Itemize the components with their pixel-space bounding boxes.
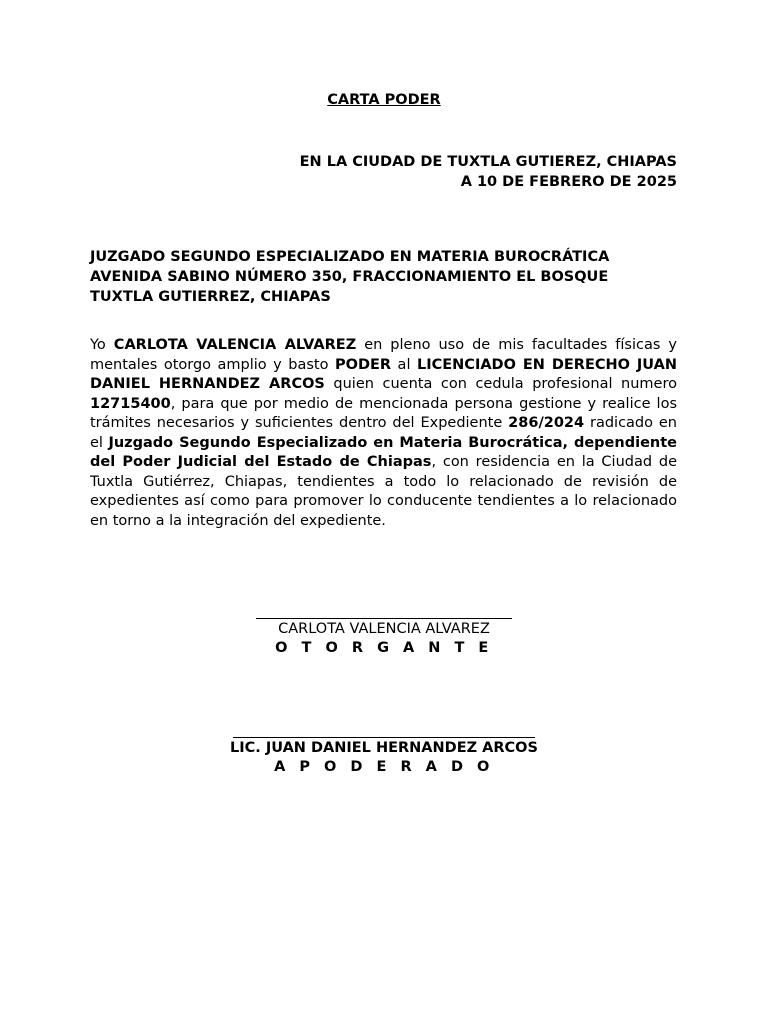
body-text-4: quien cuenta con cedula profesional numero (324, 376, 677, 392)
license-number: 12715400 (90, 395, 171, 412)
power-term: PODER (334, 356, 392, 373)
body-paragraph (90, 336, 677, 531)
grantor-name-inline: CARLOTA VALENCIA ALVAREZ (113, 337, 357, 353)
date-line: A 10 DE FEBRERO DE 2025 (460, 174, 677, 190)
attorney-name: LIC. JUAN DANIEL HERNANDEZ ARCOS (230, 740, 538, 756)
attorney-signature-line (233, 737, 535, 738)
attorney-signature-block (0, 737, 768, 777)
court-name-inline: Juzgado Segundo Especializado en Materia Burocrática, dependiente del Poder Judicial del Estado de Chiapas (90, 434, 677, 470)
body-text-2: en pleno uso de mis facultades físicas y mentales otorgo amplio y basto (90, 337, 677, 373)
attorney-role: A P O D E R A D O (274, 759, 494, 775)
recipient-block (90, 247, 690, 307)
attorney-name-inline: LICENCIADO EN DERECHO JUAN DANIEL HERNANDEZ ARCOS (90, 356, 677, 392)
case-number: 286/2024 (508, 415, 585, 431)
document-title: CARTA PODER (327, 92, 441, 108)
grantor-signature-block (0, 618, 768, 658)
grantor-name: CARLOTA VALENCIA ALVAREZ (278, 621, 490, 637)
body-text-1: Yo (90, 337, 114, 353)
body-text-7: , con residencia en la Ciudad de Tuxtla Gutiérrez, Chiapas, tendientes a todo lo relacionado de revisión de expedientes así como para promover lo conducente tendientes a lo relacionado en torno a la integración del expediente. (90, 454, 677, 529)
recipient-line-address: AVENIDA SABINO NÚMERO 350, FRACCIONAMIENTO EL BOSQUE (90, 269, 609, 285)
recipient-line-city: TUXTLA GUTIERREZ, CHIAPAS (90, 289, 331, 305)
grantor-signature-line (256, 618, 512, 619)
body-text-3: al (391, 356, 417, 373)
body-text-6: radicado en el (90, 415, 678, 451)
place-line: EN LA CIUDAD DE TUXTLA GUTIEREZ, CHIAPAS (299, 154, 677, 170)
recipient-line-court: JUZGADO SEGUNDO ESPECIALIZADO EN MATERIA BUROCRÁTICA (90, 249, 610, 265)
body-text-5: , para que por medio de mencionada persona gestione y realice los trámites necesarios y suficientes dentro del Expediente (90, 395, 677, 431)
place-date-block (300, 152, 677, 192)
grantor-role: O T O R G A N T E (275, 640, 493, 656)
